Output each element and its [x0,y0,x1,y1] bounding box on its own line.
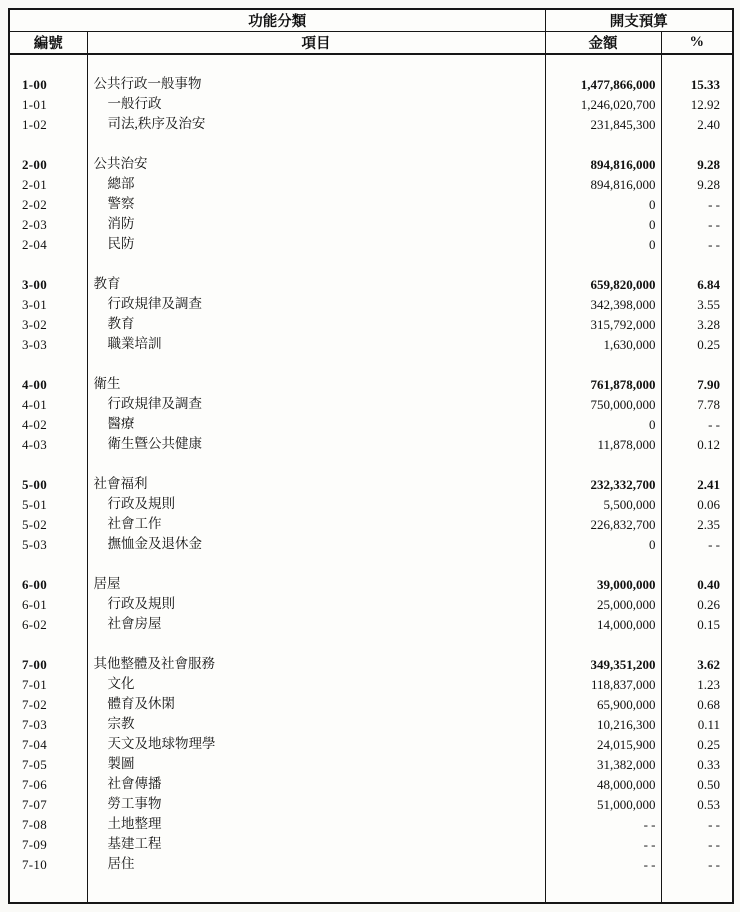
row-code: 4-03 [9,434,87,454]
row-amount: 1,477,866,000 [545,74,661,94]
row-code: 7-07 [9,794,87,814]
row-amount: 48,000,000 [545,774,661,794]
row-item: 文化 [87,674,545,694]
row-item: 社會福利 [87,474,545,494]
row-percent: - - [708,196,720,212]
row-percent: - - [708,236,720,252]
row-percent: 0.33 [697,756,720,772]
row-percent: 7.78 [697,396,720,412]
table-row [9,74,733,94]
row-item: 警察 [87,194,545,214]
row-percent: 6.84 [697,276,720,292]
row-item: 宗教 [87,714,545,734]
row-item: 社會房屋 [87,614,545,634]
row-percent: 2.41 [697,476,720,492]
header-functional-classification: 功能分類 [9,9,545,32]
table-row [9,674,733,694]
table-row [9,794,733,814]
row-item: 教育 [87,314,545,334]
row-item: 製圖 [87,754,545,774]
spacer-cell [545,454,661,474]
row-amount: 349,351,200 [545,654,661,674]
row-percent: 0.25 [697,736,720,752]
row-percent: 3.55 [697,296,720,312]
table-row [9,574,733,594]
row-item: 體育及休閑 [87,694,545,714]
row-code: 2-00 [9,154,87,174]
row-amount: 231,845,300 [545,114,661,134]
spacer-cell [545,354,661,374]
row-percent: - - [708,536,720,552]
row-percent: 0.40 [697,576,720,592]
row-item: 基建工程 [87,834,545,854]
table-row [9,274,733,294]
row-amount: 10,216,300 [545,714,661,734]
spacer-row [9,134,733,154]
row-amount: 14,000,000 [545,614,661,634]
row-item: 民防 [87,234,545,254]
table-header [9,9,733,54]
row-code: 5-01 [9,494,87,514]
row-amount: 0 [545,234,661,254]
row-percent: 0.11 [697,716,720,732]
row-code: 7-10 [9,854,87,874]
row-item: 衛生曁公共健康 [87,434,545,454]
row-amount: 0 [545,414,661,434]
row-item: 行政及規則 [87,594,545,614]
row-amount: 25,000,000 [545,594,661,614]
table-row [9,434,733,454]
row-percent: - - [708,816,720,832]
spacer-cell [545,54,661,74]
row-code: 7-02 [9,694,87,714]
table-row [9,114,733,134]
table-row [9,814,733,834]
row-percent: - - [708,416,720,432]
row-code: 7-05 [9,754,87,774]
spacer-cell [87,634,545,654]
row-percent: 0.26 [697,596,720,612]
row-amount: 232,332,700 [545,474,661,494]
row-item: 撫恤金及退休金 [87,534,545,554]
row-item: 消防 [87,214,545,234]
spacer-row [9,254,733,274]
spacer-cell [9,254,87,274]
table-row [9,414,733,434]
header-expenditure-budget: 開支預算 [545,9,733,32]
row-item: 職業培訓 [87,334,545,354]
row-code: 1-01 [9,94,87,114]
spacer-cell [9,634,87,654]
row-code: 6-01 [9,594,87,614]
row-code: 4-02 [9,414,87,434]
row-percent: - - [708,216,720,232]
row-percent: 9.28 [697,176,720,192]
row-item: 總部 [87,174,545,194]
row-item: 行政規律及調查 [87,294,545,314]
spacer-cell [9,54,87,74]
row-amount: - - [545,834,661,854]
table-row [9,174,733,194]
budget-table [8,8,734,904]
spacer-row [9,454,733,474]
table-row [9,834,733,854]
row-percent: - - [708,836,720,852]
spacer-cell [87,134,545,154]
table-row [9,474,733,494]
row-item: 其他整體及社會服務 [87,654,545,674]
row-percent: 15.33 [690,76,720,92]
table-row [9,494,733,514]
table-row [9,294,733,314]
spacer-row [9,54,733,74]
filler-cell [87,874,545,903]
row-percent: 0.12 [697,436,720,452]
table-row [9,214,733,234]
row-item: 衛生 [87,374,545,394]
row-amount: 750,000,000 [545,394,661,414]
row-amount: 342,398,000 [545,294,661,314]
table-row [9,534,733,554]
row-amount: 894,816,000 [545,174,661,194]
table-row [9,194,733,214]
spacer-cell [545,634,661,654]
spacer-cell [661,54,733,74]
row-amount: 65,900,000 [545,694,661,714]
row-amount: - - [545,854,661,874]
spacer-cell [9,554,87,574]
row-amount: 0 [545,194,661,214]
row-amount: 315,792,000 [545,314,661,334]
row-percent: 0.68 [697,696,720,712]
row-amount: 659,820,000 [545,274,661,294]
row-amount: 0 [545,534,661,554]
spacer-row [9,554,733,574]
table-row [9,314,733,334]
row-amount: 0 [545,214,661,234]
spacer-cell [87,354,545,374]
row-amount: 226,832,700 [545,514,661,534]
row-amount: 894,816,000 [545,154,661,174]
row-amount: 1,246,020,700 [545,94,661,114]
table-row [9,94,733,114]
row-percent: 0.15 [697,616,720,632]
row-percent: 2.35 [697,516,720,532]
table-row [9,394,733,414]
row-item: 行政規律及調查 [87,394,545,414]
row-amount: 118,837,000 [545,674,661,694]
row-code: 7-00 [9,654,87,674]
spacer-cell [9,134,87,154]
spacer-cell [661,554,733,574]
row-percent: 0.06 [697,496,720,512]
header-columns-row [9,32,733,55]
row-amount: 39,000,000 [545,574,661,594]
row-percent: 1.23 [697,676,720,692]
row-item: 行政及規則 [87,494,545,514]
table-row [9,714,733,734]
row-item: 居屋 [87,574,545,594]
row-code: 2-04 [9,234,87,254]
row-amount: 24,015,900 [545,734,661,754]
row-code: 6-00 [9,574,87,594]
row-percent: 3.28 [697,316,720,332]
filler-cell [661,874,733,903]
row-percent: 0.50 [697,776,720,792]
row-amount: - - [545,814,661,834]
table-row [9,374,733,394]
row-code: 2-02 [9,194,87,214]
row-code: 2-01 [9,174,87,194]
spacer-cell [9,454,87,474]
row-code: 1-00 [9,74,87,94]
spacer-cell [661,134,733,154]
row-code: 7-03 [9,714,87,734]
table-row [9,654,733,674]
row-amount: 761,878,000 [545,374,661,394]
spacer-cell [87,454,545,474]
row-item: 醫療 [87,414,545,434]
spacer-cell [545,254,661,274]
row-percent: 3.62 [697,656,720,672]
row-percent: 12.92 [690,96,720,112]
row-amount: 1,630,000 [545,334,661,354]
filler-row [9,874,733,903]
header-item: 項目 [87,32,545,55]
row-code: 4-01 [9,394,87,414]
row-item: 居住 [87,854,545,874]
row-item: 公共治安 [87,154,545,174]
spacer-cell [87,254,545,274]
row-item: 社會傳播 [87,774,545,794]
table-row [9,514,733,534]
table-row [9,854,733,874]
table-row [9,614,733,634]
table-row [9,594,733,614]
row-amount: 31,382,000 [545,754,661,774]
header-code: 編號 [9,32,87,55]
row-code: 7-09 [9,834,87,854]
row-code: 5-00 [9,474,87,494]
table-row [9,154,733,174]
row-code: 5-03 [9,534,87,554]
row-amount: 5,500,000 [545,494,661,514]
table-row [9,694,733,714]
row-percent: 7.90 [697,376,720,392]
spacer-cell [661,354,733,374]
row-percent: 0.25 [697,336,720,352]
row-item: 社會工作 [87,514,545,534]
spacer-cell [545,554,661,574]
spacer-cell [661,634,733,654]
row-item: 教育 [87,274,545,294]
row-percent: 2.40 [697,116,720,132]
table-row [9,754,733,774]
row-code: 3-03 [9,334,87,354]
row-item: 天文及地球物理學 [87,734,545,754]
spacer-cell [545,134,661,154]
row-code: 6-02 [9,614,87,634]
row-item: 公共行政一般事物 [87,74,545,94]
row-amount: 51,000,000 [545,794,661,814]
row-code: 7-06 [9,774,87,794]
row-item: 勞工事物 [87,794,545,814]
row-code: 7-04 [9,734,87,754]
row-code: 2-03 [9,214,87,234]
spacer-row [9,354,733,374]
table-row [9,234,733,254]
row-percent: - - [708,856,720,872]
budget-table-body [9,54,733,903]
spacer-cell [661,454,733,474]
filler-cell [545,874,661,903]
row-code: 4-00 [9,374,87,394]
header-group-row [9,9,733,32]
table-row [9,774,733,794]
row-code: 1-02 [9,114,87,134]
table-row [9,334,733,354]
row-code: 3-02 [9,314,87,334]
header-amount: 金額 [545,32,661,55]
row-item: 一般行政 [87,94,545,114]
spacer-cell [9,354,87,374]
header-percent: % [661,32,733,55]
table-row [9,734,733,754]
spacer-row [9,634,733,654]
row-item: 土地整理 [87,814,545,834]
row-percent: 9.28 [697,156,720,172]
row-code: 3-01 [9,294,87,314]
row-code: 5-02 [9,514,87,534]
filler-cell [9,874,87,903]
row-code: 7-08 [9,814,87,834]
row-item: 司法,秩序及治安 [87,114,545,134]
row-code: 7-01 [9,674,87,694]
row-percent: 0.53 [697,796,720,812]
row-amount: 11,878,000 [545,434,661,454]
spacer-cell [87,54,545,74]
spacer-cell [661,254,733,274]
row-code: 3-00 [9,274,87,294]
spacer-cell [87,554,545,574]
